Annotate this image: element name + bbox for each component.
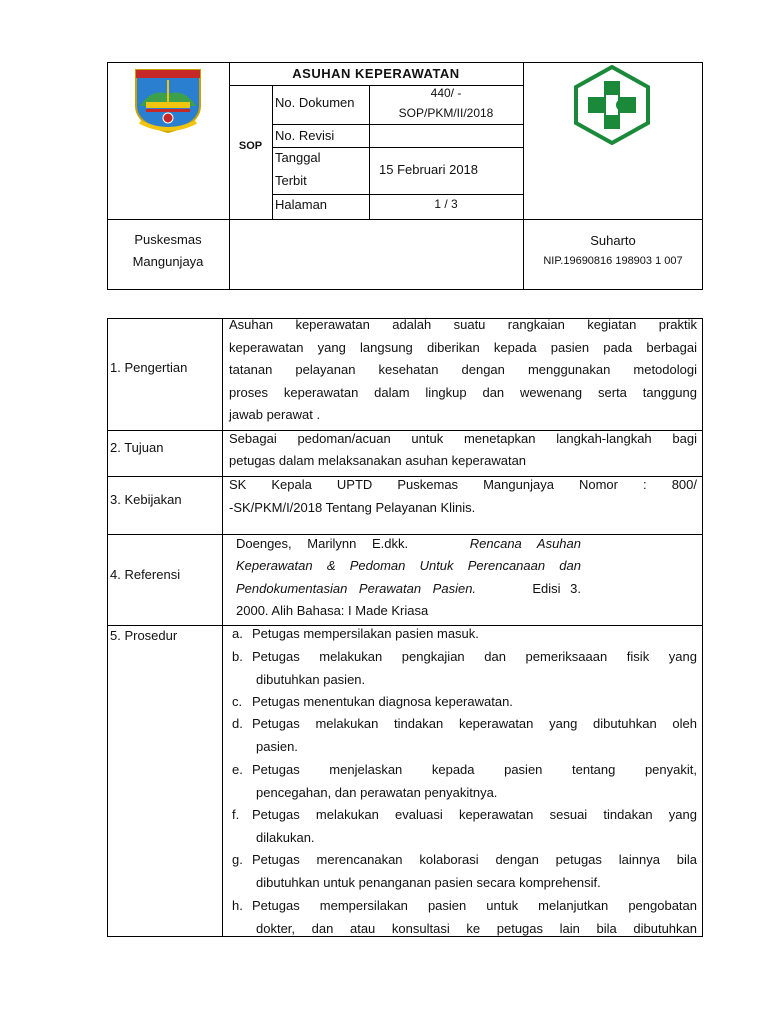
prosedur-item-letter: h. (232, 898, 243, 913)
prosedur-item (232, 623, 697, 646)
body-divider (222, 318, 223, 937)
referensi-line (236, 533, 581, 556)
header-divider (229, 85, 523, 86)
tanggal-label-line2: Terbit (275, 173, 307, 188)
tujuan-line: petugas dalam melaksanakan asuhan keperawatan (229, 453, 527, 468)
institution-name-line2: Mangunjaya (132, 254, 204, 269)
pengertian-line: tatanan pelayanan kesehatan dengan menggunakan metodologi (229, 362, 697, 377)
prosedur-item-text: Petugas mempersilakan pasien masuk. (252, 626, 479, 641)
prosedur-item-letter: e. (232, 762, 243, 777)
header-divider (107, 219, 703, 220)
kebijakan-line: -SK/PKM/I/2018 Tentang Pelayanan Klinis. (229, 500, 476, 515)
prosedur-item-text: Petugas menentukan diagnosa keperawatan. (252, 694, 513, 709)
institution-name-line1: Puskesmas (134, 232, 202, 247)
pengertian-line: proses keperawatan dalam lingkup dan wewenang serta tanggung (229, 385, 697, 400)
referensi-line (236, 578, 581, 601)
prosedur-item-text: dokter, dan atau konsultasi ke petugas lain bila dibutuhkan (256, 920, 697, 936)
tanggal-terbit-value: 15 Februari 2018 (379, 162, 479, 177)
prosedur-item-text: Petugas melakukan pengkajian dan pemeriksaaan fisik yang (252, 649, 697, 664)
header-divider (229, 62, 230, 290)
prosedur-item-text: dilakukan. (256, 829, 315, 845)
prosedur-item (232, 849, 697, 894)
signer-name: Suharto (590, 233, 636, 248)
pengertian-line: jawab perawat . (229, 407, 321, 422)
referensi-line: 2000. Alih Bahasa: I Made Kriasa (236, 603, 429, 618)
signer-nip: NIP.19690816 198903 1 007 (543, 255, 683, 267)
prosedur-item-text: Petugas menjelaskan kepada pasien tentang penyakit, (252, 762, 697, 777)
prosedur-item-letter: c. (232, 694, 243, 709)
prosedur-item (232, 713, 697, 758)
prosedur-item (232, 646, 697, 691)
no-dokumen-label: No. Dokumen (275, 95, 355, 110)
no-revisi-label: No. Revisi (275, 128, 335, 143)
tujuan-line: Sebagai pedoman/acuan untuk menetapkan langkah-langkah bagi (229, 431, 697, 446)
sop-label: SOP (238, 140, 263, 152)
referensi-line: Keperawatan & Pedoman Untuk Perencanaan dan (236, 558, 581, 573)
regency-crest-icon (132, 66, 204, 134)
referensi-title-part: Rencana Asuhan (469, 536, 581, 551)
section-label-tujuan: 2. Tujuan (110, 440, 164, 455)
no-dokumen-value-line1: 440/ - (430, 86, 462, 100)
prosedur-item-letter: f. (232, 807, 240, 822)
prosedur-item-letter: b. (232, 649, 243, 664)
prosedur-item (232, 691, 697, 714)
header-divider (272, 194, 523, 195)
header-divider (272, 147, 523, 148)
prosedur-item-text: dibutuhkan untuk penanganan pasien secara komprehensif. (256, 874, 601, 890)
header-divider (272, 85, 273, 219)
prosedur-item-text: Petugas mempersilakan pasien untuk melanjutkan pengobatan (252, 898, 697, 913)
kebijakan-line: SK Kepala UPTD Puskemas Mangunjaya Nomor : 800/ (229, 477, 697, 492)
prosedur-item-text: pasien. (256, 738, 298, 754)
prosedur-item-text: Petugas merencanakan kolaborasi dengan petugas lainnya bila (252, 852, 697, 867)
prosedur-item (232, 759, 697, 804)
halaman-label: Halaman (275, 197, 328, 212)
prosedur-item-letter: d. (232, 716, 243, 731)
prosedur-item-text: Petugas melakukan evaluasi keperawatan sesuai tindakan yang (252, 807, 697, 822)
referensi-author: Doenges, Marilynn E.dkk. (236, 536, 409, 551)
prosedur-item-text: Petugas melakukan tindakan keperawatan yang dibutuhkan oleh (252, 716, 697, 731)
tanggal-label-line1: Tanggal (275, 150, 321, 165)
no-dokumen-value-line2: SOP/PKM/II/2018 (398, 106, 494, 120)
prosedur-item (232, 804, 697, 849)
section-label-pengertian: 1. Pengertian (110, 360, 188, 375)
puskesmas-cross-icon (572, 65, 652, 145)
pengertian-line: keperawatan yang langsung diberikan kepada pasien pada berbagai (229, 340, 697, 355)
prosedur-item-text: dibutuhkan pasien. (256, 671, 366, 687)
document-title: ASUHAN KEPERAWATAN (292, 66, 460, 81)
section-label-prosedur: 5. Prosedur (110, 628, 178, 643)
pengertian-line: Asuhan keperawatan adalah suatu rangkaian kegiatan praktik (229, 317, 697, 332)
prosedur-item-letter: g. (232, 852, 243, 867)
halaman-value: 1 / 3 (434, 197, 458, 211)
prosedur-item-text: pencegahan, dan perawatan penyakitnya. (256, 784, 498, 800)
section-label-kebijakan: 3. Kebijakan (110, 492, 182, 507)
referensi-edition: Edisi 3. (532, 581, 581, 596)
referensi-title-part: Pendokumentasian Perawatan Pasien. (236, 581, 477, 596)
header-divider (272, 124, 523, 125)
prosedur-item-letter: a. (232, 626, 243, 641)
section-label-referensi: 4. Referensi (110, 567, 181, 582)
prosedur-item (232, 895, 697, 940)
